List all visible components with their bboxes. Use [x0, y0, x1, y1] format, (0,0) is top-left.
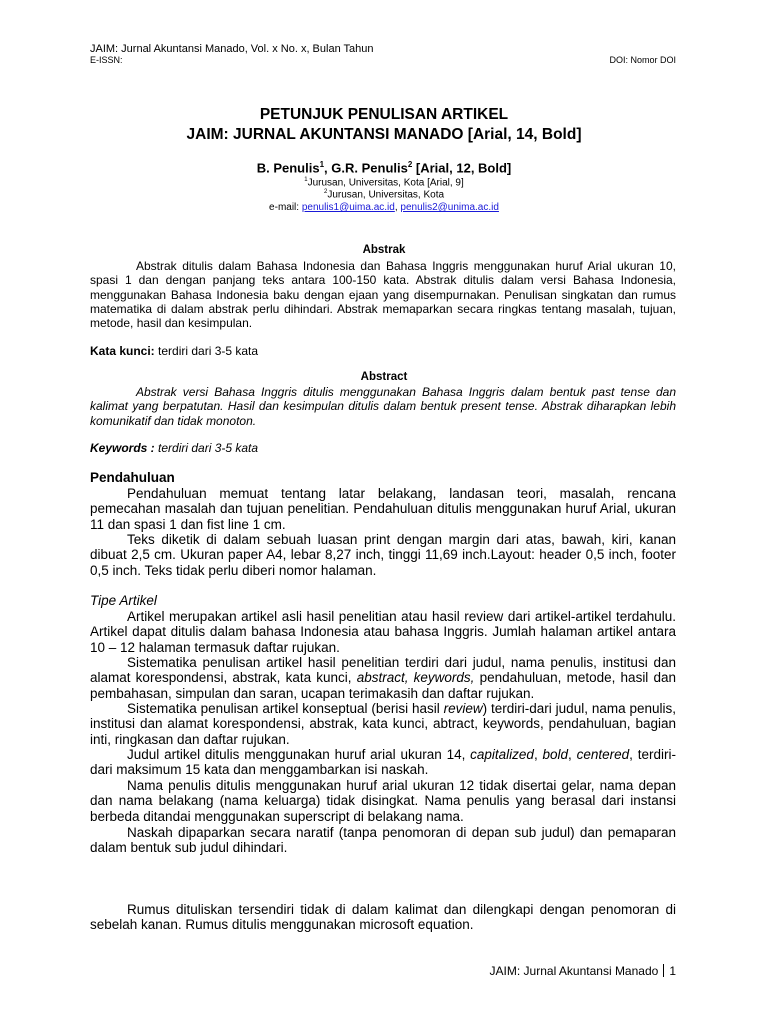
pendahuluan-paragraph-1: Pendahuluan memuat tentang latar belakang, landasan teori, masalah, rencana pemecahan masalah dan tujuan penelitian. Pendahuluan ditulis menggunakan huruf Arial, ukuran 11 dan spasi 1 dan fist line 1 cm.	[90, 486, 676, 532]
abstrak-text: Abstrak ditulis dalam Bahasa Indonesia dan Bahasa Inggris menggunakan huruf Arial ukuran 10, spasi 1 dan dengan panjang teks antara 100-150 kata. Abstrak ditulis dalam versi Bahasa Indonesia, menggunakan Bahasa Indonesia baku dengan ejaan yang disempurnakan. Penulisan singkatan dan rumus matematika di dalam abstrak perlu dihindari. Abstrak memaparkan secara ringkas tentang masalah, tujuan, metode, hasil dan kesimpulan.	[90, 259, 676, 331]
tipe-artikel-heading: Tipe Artikel	[90, 593, 157, 608]
email-link-1[interactable]: penulis1@uima.ac.id	[301, 202, 395, 213]
affiliation-1: $^1$Jurusan, Universitas, Kota [Arial, 9]	[304, 177, 464, 189]
abstract-text: Abstrak versi Bahasa Inggris ditulis menggunakan Bahasa Inggris dalam bentuk past tense dan kalimat yang berpatutan. Hasil dan kesimpulan ditulis dalam bentuk present tense. Abstrak diharapkan lebih komunikatif dan tidak monoton.	[90, 385, 676, 428]
author-2: G.R. Penulis	[331, 160, 408, 176]
page-number: 1	[669, 964, 676, 978]
page-footer	[490, 964, 676, 978]
tipe-paragraph-6: Naskah dipaparkan secara naratif (tanpa penomoran di depan sub judul) dan pemaparan dalam bentuk sub judul dihindari.	[90, 825, 676, 856]
tipe-paragraph-1: Artikel merupakan artikel asli hasil penelitian atau hasil review dari artikel-artikel terdahulu. Artikel dapat ditulis dalam bahasa Indonesia atau bahasa Inggris. Jumlah halaman artikel antara 10 – 12 halaman termasuk daftar rujukan.	[90, 609, 676, 655]
rumus-paragraph: Rumus dituliskan tersendiri tidak di dalam kalimat dan dilengkapi dengan penomoran di sebelah kanan. Rumus ditulis menggunakan microsoft equation.	[90, 902, 676, 933]
tipe-paragraph-4: Judul artikel ditulis menggunakan huruf arial ukuran 14, capitalized, bold, centered, terdiri-dari maksimum 15 kata dan menggambarkan isi naskah.	[90, 747, 676, 778]
kata-kunci-line: Kata kunci: terdiri dari 3-5 kata	[90, 344, 259, 358]
author-1-sup: 1	[319, 160, 325, 169]
article-title-line-1: PETUNJUK PENULISAN ARTIKEL	[259, 106, 509, 123]
eissn-label: E-ISSN:	[90, 55, 123, 65]
running-header: JAIM: Jurnal Akuntansi Manado, Vol. x No. x, Bulan Tahun	[90, 43, 374, 55]
article-title-line-2: JAIM: JURNAL AKUNTANSI MANADO [Arial, 14, Bold]	[186, 126, 582, 143]
email-link-2[interactable]: penulis2@unima.ac.id	[400, 202, 499, 213]
keywords-line: Keywords : terdiri dari 3-5 kata	[90, 441, 259, 455]
affiliation-2: $^2$Jurusan, Universitas, Kota	[323, 189, 445, 201]
author-format-note: [Arial, 12, Bold]	[412, 160, 512, 176]
abstract-heading: Abstract	[360, 371, 408, 383]
author-1: B. Penulis	[256, 160, 320, 176]
email-line: e-mail: penulis1@uima.ac.id, penulis2@unima.ac.id	[269, 202, 499, 213]
author-2-sup: 2	[407, 160, 413, 169]
author-separator: ,	[324, 160, 332, 176]
tipe-paragraph-2: Sistematika penulisan artikel hasil penelitian terdiri dari judul, nama penulis, institusi dan alamat korespondensi, abstrak, kata kunci, abstract, keywords, pendahuluan, metode, hasil dan pembahasan, simpulan dan saran, ucapan terimakasih dan daftar rujukan.	[90, 655, 677, 701]
tipe-paragraph-5: Nama penulis ditulis menggunakan huruf arial ukuran 12 tidak disertai gelar, nama depan dan nama belakang (nama keluarga) tidak disingkat. Nama penulis yang berasal dari instansi berbeda ditandai menggunakan superscript di belakang nama.	[90, 778, 676, 824]
tipe-paragraph-3: Sistematika penulisan artikel konseptual (berisi hasil review) terdiri-dari judul, nama penulis, institusi dan alamat korespondensi, abstrak, kata kunci, abtract, keywords, pendahuluan, bagian inti, ringkasan dan daftar rujukan.	[90, 701, 677, 747]
abstrak-heading: Abstrak	[362, 244, 406, 256]
doi-label: DOI: Nomor DOI	[609, 55, 676, 65]
pendahuluan-heading: Pendahuluan	[90, 470, 175, 485]
author-line	[90, 160, 678, 175]
footer-journal: JAIM: Jurnal Akuntansi Manado	[489, 964, 659, 978]
pendahuluan-paragraph-2: Teks diketik di dalam sebuah luasan print dengan margin dari atas, bawah, kiri, kanan dibuat 2,5 cm. Ukuran paper A4, lebar 8,27 inch, tinggi 11,69 inch.Layout: header 0,5 inch, footer 0,5 inch. Teks tidak perlu diberi nomor halaman.	[90, 532, 676, 578]
footer-divider	[663, 964, 664, 977]
